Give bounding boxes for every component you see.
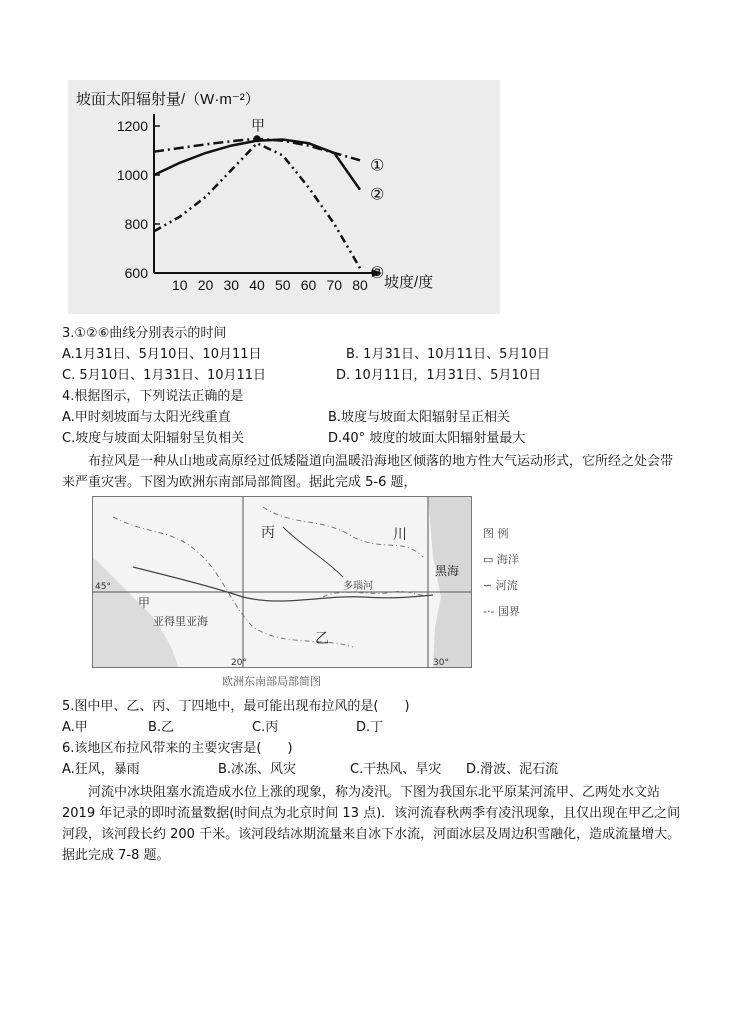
q6-option-b[interactable]: B.冰冻、风灾 [218, 762, 297, 777]
q4-stem: 4.根据图示，下列说法正确的是 [62, 389, 244, 404]
map-label-black-sea: 黑海 [435, 564, 460, 578]
x-tick-label: 10 [171, 277, 188, 293]
solar-radiation-chart [68, 80, 500, 314]
q3-option-a[interactable]: A.1月31日、5月10日、10月11日 [62, 347, 262, 362]
q5-option-d[interactable]: D.丁 [356, 720, 384, 735]
q4-option-b[interactable]: B.坡度与坡面太阳辐射呈正相关 [328, 410, 511, 425]
map-label-adriatic: 亚得里亚海 [153, 615, 208, 628]
x-tick-label: 70 [326, 277, 343, 293]
x-tick-label: 60 [300, 277, 317, 293]
legend-border [483, 602, 520, 622]
q3-stem: 3.①②⑥曲线分别表示的时间 [62, 326, 227, 341]
legend-river [483, 576, 518, 596]
southeast-europe-map [92, 496, 472, 668]
map-label-danube: 多瑙河 [343, 581, 373, 592]
annotation-point [254, 135, 261, 142]
y-tick-label: 1000 [116, 167, 148, 183]
annotation-label: 甲 [251, 118, 265, 135]
series-label-1: ① [370, 155, 385, 175]
legend-ocean [483, 550, 519, 570]
lingxun-intro: 河流中冰块阻塞水流造成水位上涨的现象，称为凌汛。下图为我国东北平原某河流甲、乙两处水文站 2019 年记录的即时流量数据(时间点为北京时间 13 点)．该河流春秋两季有凌汛现象，且仅出现在甲乙之间河段，该河段长约 200 千米。该河段结冰期流量来自冰下水流，河面冰层及周边积雪融化，造成流量增大。据此完成 7-8 题。 [62, 785, 681, 863]
q6-option-a[interactable]: A.狂风，暴雨 [62, 762, 140, 777]
map-label-jia: 甲 [138, 596, 151, 610]
danube-river [133, 567, 433, 601]
map-lat-label: 45° [95, 582, 111, 592]
y-tick-label: 600 [124, 265, 148, 281]
map-label-ding: 川 [393, 527, 407, 543]
y-tick-label: 800 [124, 216, 148, 232]
x-tick-label: 30 [223, 277, 240, 293]
series-label-3: ③ [370, 263, 385, 283]
ocean-swatch-icon: ▭ [483, 553, 494, 566]
y-tick-label: 1200 [116, 118, 148, 134]
map-caption: 欧洲东南部局部简图 [222, 675, 321, 688]
legend-title: 图 例 [483, 527, 509, 540]
legend-river-label: 河流 [495, 579, 518, 592]
x-tick-label: 50 [274, 277, 291, 293]
q5-option-c[interactable]: C.丙 [252, 720, 279, 735]
chart-svg [68, 80, 500, 314]
q3-option-b[interactable]: B. 1月31日、10月11日、5月10日 [346, 347, 550, 362]
river-line-icon: ∽ [483, 579, 493, 592]
map-label-bing: 丙 [261, 525, 275, 541]
x-tick-label: 40 [249, 277, 265, 293]
map-label-yi: 乙 [315, 631, 329, 647]
map-svg [93, 497, 471, 667]
q6-option-c[interactable]: C.干热风、旱灾 [350, 762, 442, 777]
legend-border-label: 国界 [497, 605, 520, 618]
q3-option-c[interactable]: C. 5月10日、1月31日、10月11日 [62, 368, 267, 383]
map-lon30-label: 30° [433, 658, 449, 667]
q4-option-a[interactable]: A.甲时刻坡面与太阳光线重直 [62, 410, 231, 425]
q4-option-d[interactable]: D.40° 坡度的坡面太阳辐射量最大 [328, 431, 526, 446]
x-tick-label: 20 [197, 277, 214, 293]
q5-stem: 5.图中甲、乙、丙、丁四地中，最可能出现布拉风的是( ) [62, 699, 410, 714]
y-axis-label: 坡面太阳辐射量/（W·m⁻²） [76, 91, 260, 108]
border-line-icon: -·- [483, 605, 495, 618]
adriatic-sea-area [93, 557, 178, 667]
series-line-2 [154, 140, 360, 190]
q5-option-b[interactable]: B.乙 [148, 720, 175, 735]
river-tributary [283, 527, 343, 577]
q3-option-d[interactable]: D. 10月11日，1月31日、5月10日 [336, 368, 541, 383]
q4-option-c[interactable]: C.坡度与坡面太阳辐射呈负相关 [62, 431, 245, 446]
x-axis-label: 坡度/度 [384, 274, 434, 291]
q6-stem: 6.该地区布拉风带来的主要灾害是( ) [62, 741, 293, 756]
q6-option-d[interactable]: D.滑波、泥石流 [466, 762, 559, 777]
map-lon20-label: 20° [231, 658, 247, 667]
q5-option-a[interactable]: A.甲 [62, 720, 88, 735]
bora-intro: 布拉风是一种从山地或高原经过低矮隘道向温暖沿海地区倾落的地方性大气运动形式，它所经之处会带来严重灾害。下图为欧洲东南部局部简图。据此完成 5-6 题， [62, 454, 674, 490]
x-tick-label: 80 [352, 277, 368, 293]
series-label-2: ② [370, 184, 385, 204]
black-sea-area [428, 497, 471, 667]
legend-ocean-label: 海洋 [496, 553, 519, 566]
